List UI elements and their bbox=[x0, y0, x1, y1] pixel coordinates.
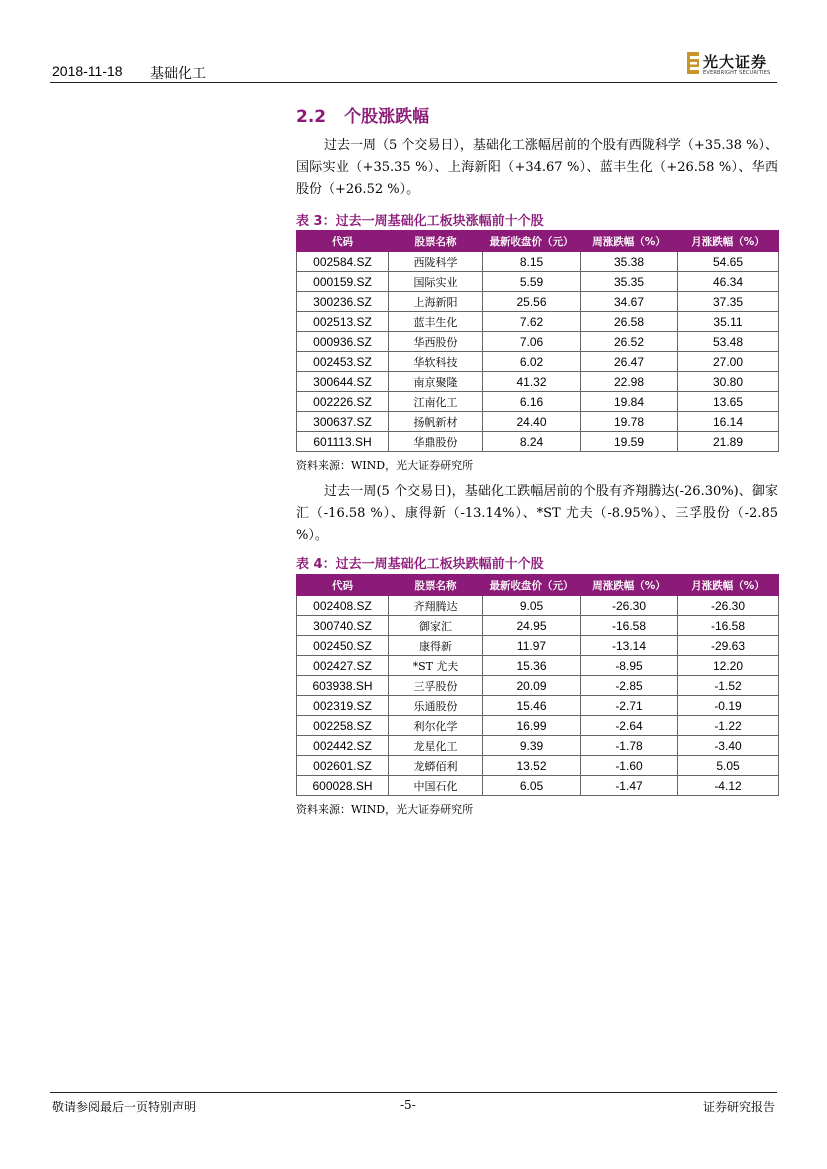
table3-caption: 表 3：过去一周基础化工板块涨幅前十个股 bbox=[296, 214, 544, 229]
column-header: 月涨跌幅（%） bbox=[678, 231, 779, 252]
close-price-cell: 24.40 bbox=[483, 412, 581, 432]
table-row bbox=[297, 616, 779, 636]
table-row bbox=[297, 776, 779, 796]
weekly-change-cell: 26.52 bbox=[581, 332, 678, 352]
column-header: 最新收盘价（元） bbox=[483, 231, 581, 252]
footer-disclaimer: 敬请参阅最后一页特别声明 bbox=[52, 1100, 197, 1114]
stock-name-cell: 蓝丰生化 bbox=[389, 312, 483, 332]
table-row bbox=[297, 736, 779, 756]
weekly-change-cell: -26.30 bbox=[581, 596, 678, 616]
table3-source: 资料来源：WIND，光大证券研究所 bbox=[296, 459, 474, 472]
stock-code-cell: 300236.SZ bbox=[297, 292, 389, 312]
table-body bbox=[297, 596, 779, 796]
monthly-change-cell: 13.65 bbox=[678, 392, 779, 412]
column-header: 月涨跌幅（%） bbox=[678, 575, 779, 596]
monthly-change-cell: -4.12 bbox=[678, 776, 779, 796]
table-row bbox=[297, 656, 779, 676]
weekly-change-cell: -1.60 bbox=[581, 756, 678, 776]
intro-paragraph-losers: 过去一周(5 个交易日)，基础化工跌幅居前的个股有齐翔腾达(-26.30%)、御家汇（-16.58 %）、康得新（-13.14%）、*ST 尤夫（-8.95%）、三孚股份（-2.85 %）。 bbox=[296, 484, 778, 543]
logo-text-en: EVERBRIGHT SECURITIES bbox=[703, 70, 771, 76]
stock-code-cell: 002319.SZ bbox=[297, 696, 389, 716]
weekly-change-cell: -1.78 bbox=[581, 736, 678, 756]
monthly-change-cell: 5.05 bbox=[678, 756, 779, 776]
monthly-change-cell: 16.14 bbox=[678, 412, 779, 432]
close-price-cell: 20.09 bbox=[483, 676, 581, 696]
section-number: 2.2 bbox=[296, 107, 327, 127]
stock-code-cell: 000159.SZ bbox=[297, 272, 389, 292]
stock-name-cell: 中国石化 bbox=[389, 776, 483, 796]
stock-code-cell: 002450.SZ bbox=[297, 636, 389, 656]
stock-code-cell: 002442.SZ bbox=[297, 736, 389, 756]
close-price-cell: 24.95 bbox=[483, 616, 581, 636]
report-sector: 基础化工 bbox=[150, 66, 206, 82]
stock-name-cell: 华西股份 bbox=[389, 332, 483, 352]
stock-code-cell: 002584.SZ bbox=[297, 252, 389, 272]
monthly-change-cell: 37.35 bbox=[678, 292, 779, 312]
stock-name-cell: 乐通股份 bbox=[389, 696, 483, 716]
stock-name-cell: 西陇科学 bbox=[389, 252, 483, 272]
monthly-change-cell: 21.89 bbox=[678, 432, 779, 452]
footer-report-type: 证券研究报告 bbox=[702, 1100, 775, 1114]
stock-name-cell: 齐翔腾达 bbox=[389, 596, 483, 616]
stock-code-cell: 300637.SZ bbox=[297, 412, 389, 432]
weekly-change-cell: 19.84 bbox=[581, 392, 678, 412]
monthly-change-cell: -16.58 bbox=[678, 616, 779, 636]
table-row bbox=[297, 432, 779, 452]
table-row bbox=[297, 696, 779, 716]
intro-paragraph-gainers: 过去一周（5 个交易日），基础化工涨幅居前的个股有西陇科学（+35.38 %）、国际实业（+35.35 %）、上海新阳（+34.67 %）、蓝丰生化（+26.58 %）、华西股份（+26.52 %）。 bbox=[296, 138, 778, 197]
stock-name-cell: 康得新 bbox=[389, 636, 483, 656]
weekly-change-cell: 26.47 bbox=[581, 352, 678, 372]
weekly-change-cell: 19.59 bbox=[581, 432, 678, 452]
stock-code-cell: 300644.SZ bbox=[297, 372, 389, 392]
stock-code-cell: 600028.SH bbox=[297, 776, 389, 796]
table-row bbox=[297, 272, 779, 292]
monthly-change-cell: -0.19 bbox=[678, 696, 779, 716]
table-row bbox=[297, 352, 779, 372]
stock-name-cell: 南京聚隆 bbox=[389, 372, 483, 392]
weekly-change-cell: -13.14 bbox=[581, 636, 678, 656]
company-logo bbox=[687, 50, 779, 78]
column-header: 股票名称 bbox=[389, 575, 483, 596]
stock-name-cell: 华鼎股份 bbox=[389, 432, 483, 452]
close-price-cell: 13.52 bbox=[483, 756, 581, 776]
report-date: 2018-11-18 bbox=[52, 63, 123, 79]
table-row bbox=[297, 252, 779, 272]
weekly-change-cell: -1.47 bbox=[581, 776, 678, 796]
table-row bbox=[297, 312, 779, 332]
weekly-change-cell: -2.64 bbox=[581, 716, 678, 736]
column-header: 周涨跌幅（%） bbox=[581, 575, 678, 596]
monthly-change-cell: -1.22 bbox=[678, 716, 779, 736]
stock-code-cell: 601113.SH bbox=[297, 432, 389, 452]
stock-code-cell: 002601.SZ bbox=[297, 756, 389, 776]
table-body bbox=[297, 252, 779, 452]
stock-code-cell: 603938.SH bbox=[297, 676, 389, 696]
stock-code-cell: 002427.SZ bbox=[297, 656, 389, 676]
monthly-change-cell: 27.00 bbox=[678, 352, 779, 372]
close-price-cell: 16.99 bbox=[483, 716, 581, 736]
monthly-change-cell: 35.11 bbox=[678, 312, 779, 332]
weekly-change-cell: -8.95 bbox=[581, 656, 678, 676]
stock-code-cell: 002258.SZ bbox=[297, 716, 389, 736]
monthly-change-cell: 46.34 bbox=[678, 272, 779, 292]
table-row bbox=[297, 412, 779, 432]
stock-code-cell: 000936.SZ bbox=[297, 332, 389, 352]
weekly-change-cell: 34.67 bbox=[581, 292, 678, 312]
weekly-change-cell: 35.38 bbox=[581, 252, 678, 272]
close-price-cell: 9.39 bbox=[483, 736, 581, 756]
table3-top-gainers bbox=[296, 230, 779, 452]
close-price-cell: 6.05 bbox=[483, 776, 581, 796]
footer-divider bbox=[50, 1092, 777, 1093]
stock-code-cell: 002408.SZ bbox=[297, 596, 389, 616]
weekly-change-cell: -2.71 bbox=[581, 696, 678, 716]
monthly-change-cell: -26.30 bbox=[678, 596, 779, 616]
table-row bbox=[297, 292, 779, 312]
monthly-change-cell: -3.40 bbox=[678, 736, 779, 756]
logo-mark-icon bbox=[687, 52, 699, 74]
stock-code-cell: 300740.SZ bbox=[297, 616, 389, 636]
column-header: 股票名称 bbox=[389, 231, 483, 252]
weekly-change-cell: 26.58 bbox=[581, 312, 678, 332]
close-price-cell: 7.06 bbox=[483, 332, 581, 352]
column-header: 周涨跌幅（%） bbox=[581, 231, 678, 252]
weekly-change-cell: -2.85 bbox=[581, 676, 678, 696]
section-title bbox=[296, 102, 429, 127]
table-row bbox=[297, 636, 779, 656]
monthly-change-cell: -29.63 bbox=[678, 636, 779, 656]
table-header-row bbox=[297, 575, 779, 596]
stock-name-cell: 国际实业 bbox=[389, 272, 483, 292]
stock-code-cell: 002453.SZ bbox=[297, 352, 389, 372]
weekly-change-cell: 35.35 bbox=[581, 272, 678, 292]
close-price-cell: 9.05 bbox=[483, 596, 581, 616]
close-price-cell: 6.16 bbox=[483, 392, 581, 412]
monthly-change-cell: 53.48 bbox=[678, 332, 779, 352]
stock-name-cell: 龙星化工 bbox=[389, 736, 483, 756]
column-header: 代码 bbox=[297, 575, 389, 596]
close-price-cell: 6.02 bbox=[483, 352, 581, 372]
close-price-cell: 41.32 bbox=[483, 372, 581, 392]
stock-code-cell: 002513.SZ bbox=[297, 312, 389, 332]
header-divider bbox=[50, 82, 777, 83]
monthly-change-cell: -1.52 bbox=[678, 676, 779, 696]
table4-caption: 表 4：过去一周基础化工板块跌幅前十个股 bbox=[296, 557, 544, 572]
close-price-cell: 5.59 bbox=[483, 272, 581, 292]
table-row bbox=[297, 756, 779, 776]
close-price-cell: 15.36 bbox=[483, 656, 581, 676]
weekly-change-cell: 19.78 bbox=[581, 412, 678, 432]
table4-source: 资料来源：WIND，光大证券研究所 bbox=[296, 803, 474, 816]
close-price-cell: 15.46 bbox=[483, 696, 581, 716]
close-price-cell: 7.62 bbox=[483, 312, 581, 332]
table-row bbox=[297, 676, 779, 696]
stock-name-cell: 龙蟒佰利 bbox=[389, 756, 483, 776]
monthly-change-cell: 12.20 bbox=[678, 656, 779, 676]
stock-name-cell: 三孚股份 bbox=[389, 676, 483, 696]
stock-name-cell: 上海新阳 bbox=[389, 292, 483, 312]
stock-name-cell: *ST 尤夫 bbox=[389, 656, 483, 676]
table-row bbox=[297, 372, 779, 392]
table-row bbox=[297, 596, 779, 616]
stock-name-cell: 扬帆新材 bbox=[389, 412, 483, 432]
logo-text-cn: 光大证券 bbox=[703, 53, 768, 71]
table-row bbox=[297, 716, 779, 736]
stock-code-cell: 002226.SZ bbox=[297, 392, 389, 412]
table-row bbox=[297, 332, 779, 352]
table4-top-losers bbox=[296, 574, 779, 796]
page-number: -5- bbox=[400, 1098, 416, 1112]
stock-name-cell: 华软科技 bbox=[389, 352, 483, 372]
column-header: 代码 bbox=[297, 231, 389, 252]
weekly-change-cell: -16.58 bbox=[581, 616, 678, 636]
monthly-change-cell: 30.80 bbox=[678, 372, 779, 392]
weekly-change-cell: 22.98 bbox=[581, 372, 678, 392]
table-row bbox=[297, 392, 779, 412]
close-price-cell: 11.97 bbox=[483, 636, 581, 656]
table-header-row bbox=[297, 231, 779, 252]
stock-name-cell: 御家汇 bbox=[389, 616, 483, 636]
close-price-cell: 8.24 bbox=[483, 432, 581, 452]
section-heading: 个股涨跌幅 bbox=[344, 107, 430, 127]
close-price-cell: 8.15 bbox=[483, 252, 581, 272]
stock-name-cell: 利尔化学 bbox=[389, 716, 483, 736]
close-price-cell: 25.56 bbox=[483, 292, 581, 312]
column-header: 最新收盘价（元） bbox=[483, 575, 581, 596]
monthly-change-cell: 54.65 bbox=[678, 252, 779, 272]
stock-name-cell: 江南化工 bbox=[389, 392, 483, 412]
